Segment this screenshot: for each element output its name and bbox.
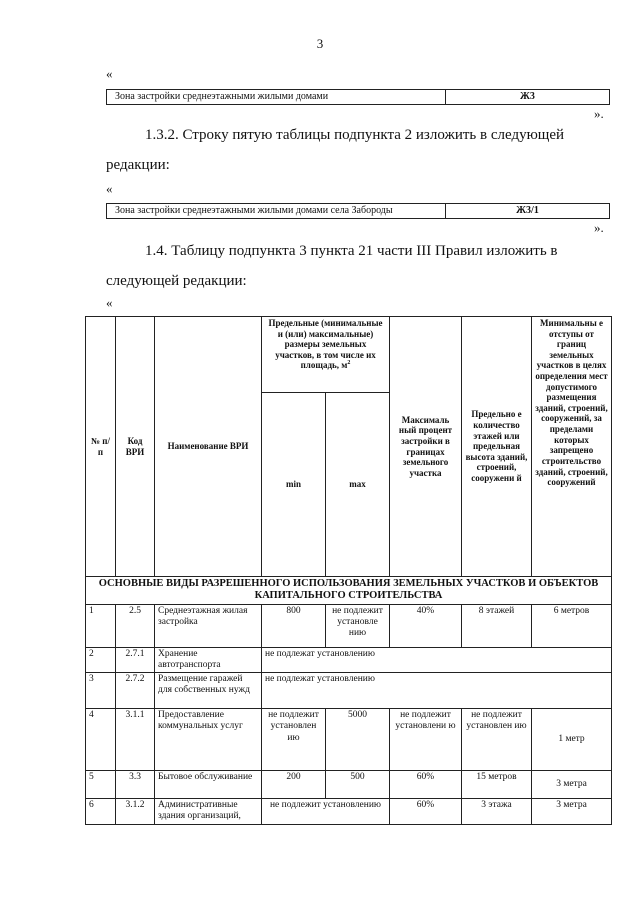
header-code: Код ВРИ xyxy=(116,317,155,577)
table-row xyxy=(86,771,612,799)
regulations-table xyxy=(85,316,612,825)
row-num: 3 xyxy=(86,673,116,709)
section-title: ОСНОВНЫЕ ВИДЫ РАЗРЕШЕННОГО ИСПОЛЬЗОВАНИЯ ЗЕМЕЛЬНЫХ УЧАСТКОВ И ОБЪЕКТОВ КАПИТАЛЬНОГО СТРОИТЕЛЬСТВА xyxy=(86,577,612,605)
row-name: Размещение гаражей для собственных нужд xyxy=(155,673,262,709)
para-1-4-line1: 1.4. Таблицу подпункта 3 пункта 21 части III Правил изложить в xyxy=(145,243,558,259)
header-size-group xyxy=(262,317,390,393)
row-max: 5000 xyxy=(326,709,390,771)
para-1-3-2-line2: редакции: xyxy=(106,157,170,173)
header-floors: Предельно е количество этажей или предельная высота зданий, строений, сооружени й xyxy=(462,317,532,577)
row-name: Среднеэтажная жилая застройка xyxy=(155,604,262,647)
row-percent: не подлежит установлени ю xyxy=(390,709,462,771)
close-quote-1: ». xyxy=(594,106,604,121)
row-percent: 60% xyxy=(390,799,462,824)
header-min: min xyxy=(262,393,326,577)
row-num: 1 xyxy=(86,604,116,647)
row-setback: 3 метра xyxy=(532,771,612,799)
row-num: 2 xyxy=(86,647,116,672)
row-minmax: не подлежит установлению xyxy=(262,799,390,824)
close-quote-2: ». xyxy=(594,220,604,235)
row-setback: 6 метров xyxy=(532,604,612,647)
row-floors: не подлежит установлен ию xyxy=(462,709,532,771)
row-code: 2.5 xyxy=(116,604,155,647)
row-setback: 3 метра xyxy=(532,799,612,824)
row-code: 2.7.1 xyxy=(116,647,155,672)
header-max: max xyxy=(326,393,390,577)
zone-name-cell: Зона застройки среднеэтажными жилыми домами xyxy=(107,90,446,104)
row-setback: 1 метр xyxy=(532,709,612,771)
row-max: 500 xyxy=(326,771,390,799)
header-size-sup: 2 xyxy=(347,360,351,367)
row-name: Хранение автотранспорта xyxy=(155,647,262,672)
zone-code-cell: Ж3/1 xyxy=(516,205,539,216)
row-merged: не подлежат установлению xyxy=(262,647,612,672)
header-num: № п/п xyxy=(86,317,116,577)
row-code: 3.1.1 xyxy=(116,709,155,771)
page-number: 3 xyxy=(316,36,324,51)
row-num: 4 xyxy=(86,709,116,771)
row-min: 200 xyxy=(262,771,326,799)
row-floors: 3 этажа xyxy=(462,799,532,824)
open-quote-3: « xyxy=(106,295,113,310)
row-code: 3.3 xyxy=(116,771,155,799)
open-quote-2: « xyxy=(106,181,113,196)
row-floors: 15 метров xyxy=(462,771,532,799)
header-name: Наименование ВРИ xyxy=(155,317,262,577)
row-floors: 8 этажей xyxy=(462,604,532,647)
para-1-3-2-line1: 1.3.2. Строку пятую таблицы подпункта 2 изложить в следующей xyxy=(145,127,565,143)
row-percent: 40% xyxy=(390,604,462,647)
table-row xyxy=(86,647,612,672)
table-row xyxy=(86,799,612,824)
row-code: 2.7.2 xyxy=(116,673,155,709)
table-row xyxy=(86,673,612,709)
row-min: не подлежит установлен ию xyxy=(262,709,326,771)
row-min: 800 xyxy=(262,604,326,647)
open-quote-1: « xyxy=(106,66,113,81)
row-name: Предоставление коммунальных услуг xyxy=(155,709,262,771)
header-size-text: Предельные (минимальные и (или) максимальные) размеры земельных участков, в том числе их площадь, м xyxy=(268,318,383,371)
section-row xyxy=(86,577,612,605)
table-row xyxy=(86,604,612,647)
header-setbacks: Минимальны е отступы от границ земельных участков в целях определения мест допустимого размещения зданий, строений, сооружений, за пределами которых запрещено строительство зданий, строений, сооружений xyxy=(532,317,612,577)
row-num: 5 xyxy=(86,771,116,799)
row-name: Бытовое обслуживание xyxy=(155,771,262,799)
row-percent: 60% xyxy=(390,771,462,799)
header-percent: Максималь ный процент застройки в границах земельного участка xyxy=(390,317,462,577)
header-row-1 xyxy=(86,317,612,393)
zone-code-cell: Ж3 xyxy=(520,91,535,102)
row-num: 6 xyxy=(86,799,116,824)
para-1-4-line2: следующей редакции: xyxy=(106,273,247,289)
zone-table-2 xyxy=(106,203,610,219)
zone-table-1 xyxy=(106,89,610,105)
row-name: Административные здания организаций, xyxy=(155,799,262,824)
table-row xyxy=(86,709,612,771)
row-code: 3.1.2 xyxy=(116,799,155,824)
row-merged: не подлежат установлению xyxy=(262,673,612,709)
row-max: не подлежит установле нию xyxy=(326,604,390,647)
zone-name-cell: Зона застройки среднеэтажными жилыми домами села Забороды xyxy=(107,204,446,218)
